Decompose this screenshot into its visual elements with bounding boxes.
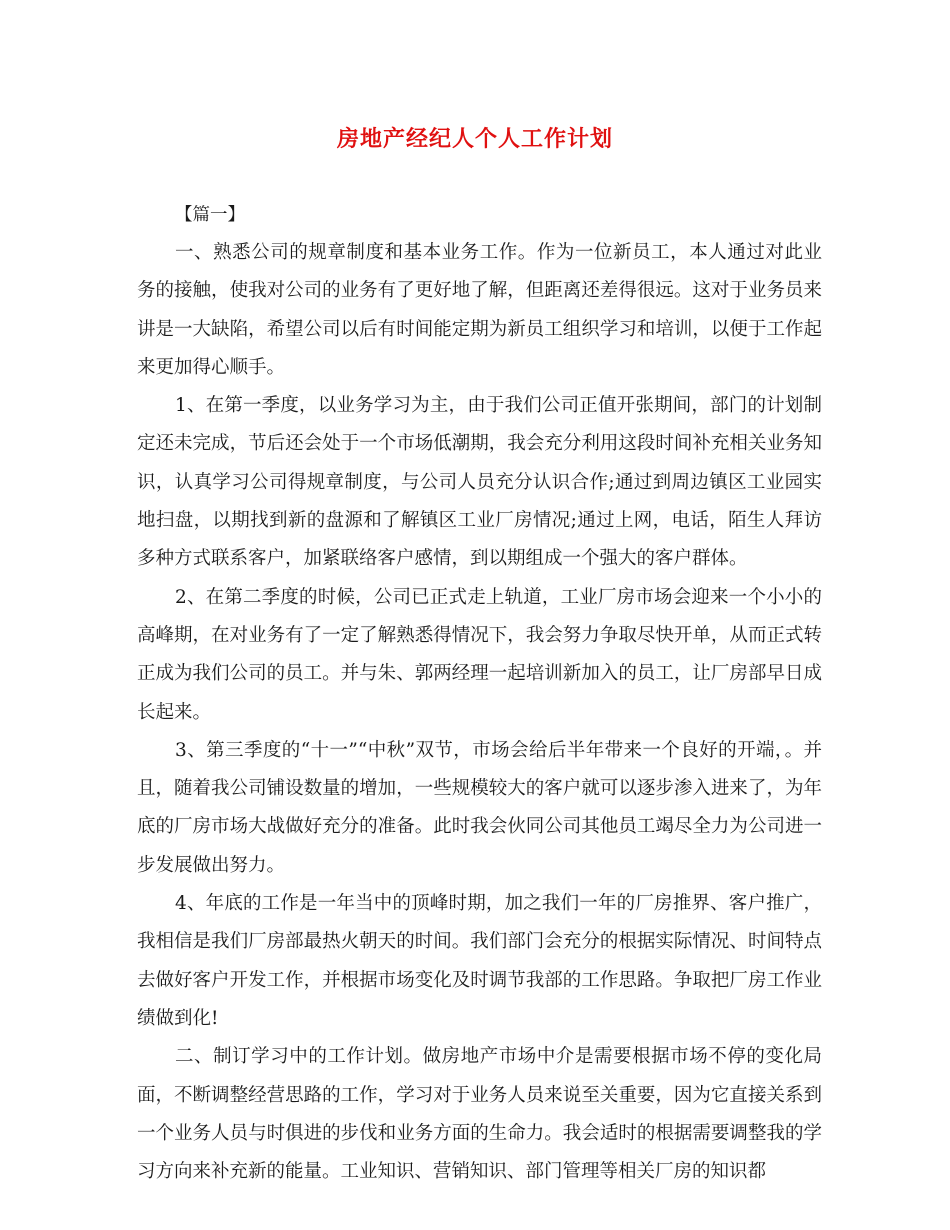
- paragraph-q3: 3、第三季度的“十一”“中秋”双节，市场会给后半年带来一个良好的开端，。并且，随着我公司铺设数量的增加，一些规模较大的客户就可以逐步渗入进来了，为年底的厂房市场大战做好充分的准备。此时我会伙同公司其他员工竭尽全力为公司进一步发展做出努力。: [137, 739, 822, 876]
- document-title: 房地产经纪人个人工作计划: [336, 126, 613, 152]
- paragraph-q4: 4、年底的工作是一年当中的顶峰时期，加之我们一年的厂房推界、客户推广，我相信是我们厂房部最热火朝天的时间。我们部门会充分的根据实际情况、时间特点去做好客户开发工作，并根据市场变化及时调节我部的工作思路。争取把厂房工作业绩做到化!: [137, 893, 822, 1029]
- paragraph-study-plan: 二、制订学习中的工作计划。做房地产市场中介是需要根据市场不停的变化局面，不断调整经营思路的工作，学习对于业务人员来说至关重要，因为它直接关系到一个业务人员与时俱进的步伐和业务方面的生命力。我会适时的根据需要调整我的学习方向来补充新的能量。工业知识、营销知识、部门管理等相关厂房的知识都: [137, 1046, 822, 1183]
- document-body: [137, 196, 822, 1191]
- paragraph-intro: 一、熟悉公司的规章制度和基本业务工作。作为一位新员工，本人通过对此业务的接触，使我对公司的业务有了更好地了解，但距离还差得很远。这对于业务员来讲是一大缺陷，希望公司以后有时间能定期为新员工组织学习和培训，以便于工作起来更加得心顺手。: [137, 242, 822, 378]
- paragraph-q1: 1、在第一季度，以业务学习为主，由于我们公司正值开张期间，部门的计划制定还未完成，节后还会处于一个市场低潮期，我会充分利用这段时间补充相关业务知识，认真学习公司得规章制度，与公司人员充分认识合作;通过到周边镇区工业园实地扫盘，以期找到新的盘源和了解镇区工业厂房情况;通过上网，电话，陌生人拜访多种方式联系客户，加紧联络客户感情，到以期组成一个强大的客户群体。: [137, 395, 822, 570]
- paragraph-q2: 2、在第二季度的时候，公司已正式走上轨道，工业厂房市场会迎来一个小小的高峰期，在对业务有了一定了解熟悉得情况下，我会努力争取尽快开单，从而正式转正成为我们公司的员工。并与朱、郭两经理一起培训新加入的员工，让厂房部早日成长起来。: [137, 586, 822, 723]
- section-label: 【篇一】: [175, 205, 245, 225]
